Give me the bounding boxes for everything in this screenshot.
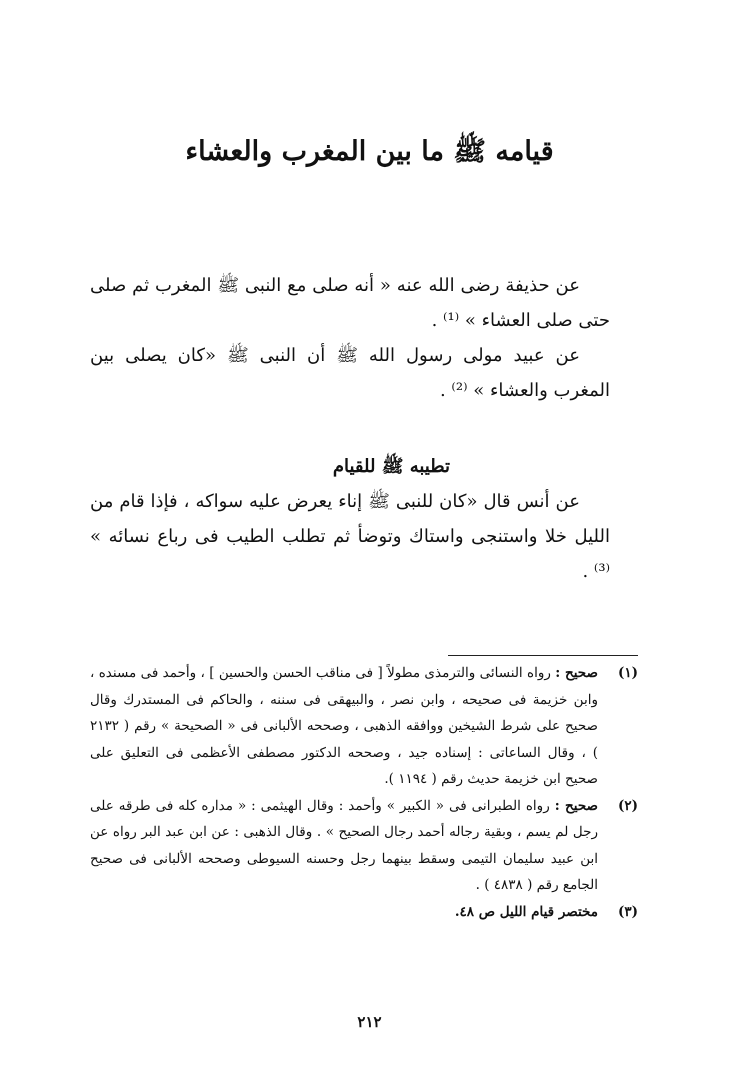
hadith-block-1 — [90, 268, 610, 338]
footnote-number: (٣) — [617, 903, 638, 920]
footnote-3 — [90, 899, 638, 926]
footnote-grade: صحيح : — [555, 665, 598, 681]
footnotes — [90, 660, 638, 925]
footnote-number: (١) — [617, 665, 638, 681]
footnote-text: رواه الطبرانى فى « الكبير » وأحمد : وقال الهيثمى : « مداره كله فى طرقه على رجل لم يسم ، وبقية رجاله أحمد رجال الصحيح » . وقال الذهبى : عن ابن عبد البر رواه عن ابن عبيد سليمان التيمى وسقط بينهما رجل وحسنه السيوطى وصححه الألبانى فى صحيح الجامع رقم ( ٤٨٣٨ ) . — [90, 797, 598, 893]
footnote-text: رواه النسائى والترمذى مطولاً [ فى مناقب الحسن والحسين ] ، وأحمد فى مسنده ، وابن خزيمة فى صحيحه ، وابن نصر ، والبيهقى فى سننه ، والحاكم فى المستدرك وقال صحيح على شرط الشيخين ووافقه الذهبى ، وصححه الألبانى فى « الصحيحة » رقم ( ٢١٣٢ ) ، وقال الساعاتى : إسناده جيد ، وصححه الدكتور مصطفى الأعظمى فى التعليق على صحيح ابن خزيمة حديث رقم ( ١١٩٤ ). — [90, 665, 598, 787]
hadith-block-2 — [90, 338, 610, 408]
footnote-separator — [448, 655, 638, 656]
hadith-paragraph-3: عن أنس قال «كان للنبى ﷺ إناء يعرض عليه سواكه ، فإذا قام من الليل خلا واستنجى واستاك وتوضأ ثم تطلب الطيب فى رباع نسائه » ⁽³⁾ . — [90, 491, 610, 582]
hadith-paragraph-1: عن حذيفة رضى الله عنه « أنه صلى مع النبى ﷺ المغرب ثم صلى حتى صلى العشاء » ⁽¹⁾ . — [90, 275, 610, 331]
footnote-grade: صحيح : — [554, 797, 599, 814]
section-subheading: تطيبه ﷺ للقيام — [332, 456, 450, 477]
hadith-block-3 — [90, 484, 610, 589]
page-number: ٢١٢ — [357, 1013, 382, 1031]
footnote-1 — [90, 660, 638, 793]
footnote-number: (٢) — [617, 797, 638, 814]
hadith-paragraph-2: عن عبيد مولى رسول الله ﷺ أن النبى ﷺ «كان يصلى بين المغرب والعشاء » ⁽²⁾ . — [90, 345, 610, 401]
chapter-title: قيامه ﷺ ما بين المغرب والعشاء — [185, 136, 554, 167]
footnote-text: مختصر قيام الليل ص ٤٨. — [454, 903, 598, 920]
footnote-2 — [90, 793, 638, 899]
